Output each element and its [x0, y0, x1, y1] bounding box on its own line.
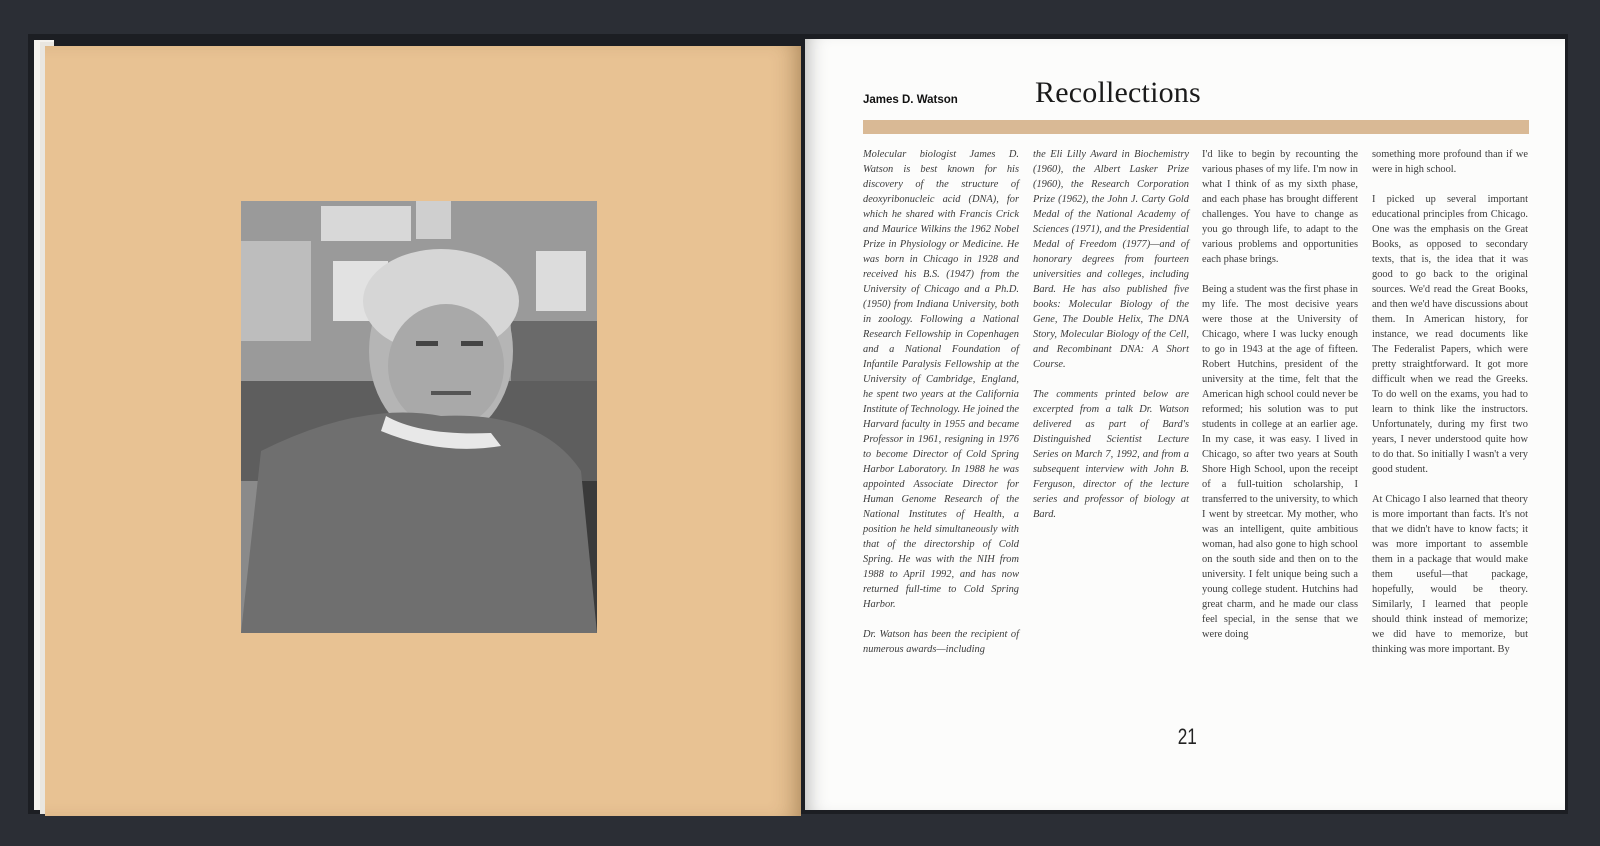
paragraph: I picked up several important educational principles from Chicago. One was the emphasis on the Great Books, as opposed to secondary texts, that is, the idea that it was good to go back to the original sources. We'd read the Great Books, and then we'd have discussions about them. In American history, for instance, we read documents like The Federalist Papers, which were pretty straightforward. It got more difficult when we read the Greeks. To do well on the exams, you had to learn to think like the instructors. Unfortunately, during my first two years, I never understood quite how to do that. So initially I wasn't a very good student. — [1372, 194, 1528, 475]
column-2 — [1033, 147, 1189, 537]
left-page — [45, 46, 801, 816]
title-rule — [863, 120, 1529, 134]
paragraph: Dr. Watson has been the recipient of numerous awards—including — [863, 629, 1019, 655]
paragraph: At Chicago I also learned that theory is more important than facts. It's not that we didn't have to know facts; it was more important to assemble them in a package that would make them useful—that package, hopefully, would be theory. Similarly, I learned that people should think instead of memorize; we did have to memorize, but thinking was more important. By — [1372, 494, 1528, 655]
column-1 — [863, 147, 1019, 672]
column-3 — [1202, 147, 1358, 657]
right-page — [805, 39, 1565, 810]
paragraph: Molecular biologist James D. Watson is best known for his discovery of the structure of deoxyribonucleic acid (DNA), for which he shared with Francis Crick and Maurice Wilkins the 1962 Nobel Prize in Physiology or Medicine. He was born in Chicago in 1928 and received his B.S. (1947) from the University of Chicago and a Ph.D. (1950) from Indiana University, both in zoology. Following a National Research Fellowship in Copenhagen and a National Foundation of Infantile Paralysis Fellowship at the University of Cambridge, England, he spent two years at the California Institute of Technology. He joined the Harvard faculty in 1955 and became Professor in 1961, resigning in 1976 to become Director of Cold Spring Harbor Laboratory. In 1988 he was appointed Associate Director for Human Genome Research of the National Institutes of Health, a position he held simultaneously with that of the directorship of Cold Spring. He was with the NIH from 1988 to April 1992, and has now returned full-time to Cold Spring Harbor. — [863, 149, 1019, 610]
paragraph: I'd like to begin by recounting the various phases of my life. I'm now in what I think of as my sixth phase, and each phase has brought different challenges. You have to change as you go through life, to adapt to the various problems and opportunities each phase brings. — [1202, 149, 1358, 265]
paragraph: The comments printed below are excerpted from a talk Dr. Watson delivered as part of Bard's Distinguished Scientist Lecture Series on March 7, 1992, and from a subsequent interview with John B. Ferguson, director of the lecture series and professor of biology at Bard. — [1033, 389, 1189, 520]
portrait-photo — [241, 201, 597, 633]
paragraph: Being a student was the first phase in my life. The most decisive years were those at the University of Chicago, where I was lucky enough to go in 1943 at the age of fifteen. Robert Hutchins, president of the university at the time, felt that the American high school could never be reformed; his solution was to put students in college at an earlier age. In my case, it was easy. I lived in Chicago, so after two years at South Shore High School, upon the receipt of a full-tuition scholarship, I transferred to the university, to which I went by streetcar. My mother, who was an intelligent, quite ambitious woman, had also gone to high school on the south side and then on to the university. I felt unique being such a young college student. Hutchins had great charm, and he made our class feel special, in the sense that we were doing — [1202, 284, 1358, 640]
column-4 — [1372, 147, 1528, 672]
page-title: Recollections — [1035, 76, 1201, 109]
paragraph: the Eli Lilly Award in Biochemistry (1960), the Albert Lasker Prize (1960), the Research Corporation Prize (1962), the John J. Carty Gold Medal of the National Academy of Sciences (1971), and the Presidential Medal of Freedom (1977)—and of honorary degrees from fourteen universities and colleges, including Bard. He has also published five books: Molecular Biology of the Gene, The Double Helix, The DNA Story, Molecular Biology of the Cell, and Recombinant DNA: A Short Course. — [1033, 149, 1189, 370]
page-number: 21 — [1177, 724, 1197, 749]
portrait-illustration — [241, 201, 597, 633]
author-name: James D. Watson — [863, 94, 958, 106]
paragraph: something more profound than if we were in high school. — [1372, 149, 1528, 175]
